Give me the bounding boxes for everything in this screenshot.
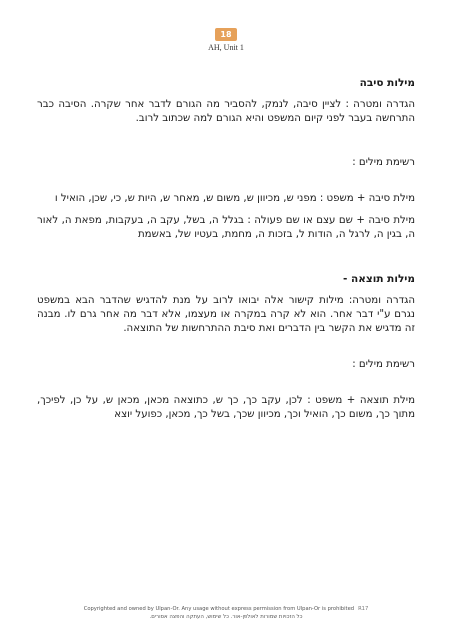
page-number-badge: 18 (215, 28, 237, 41)
cause-noun-words: מילת סיבה + שם עצם או שם פעולה : בגלל ה, בשל, עקב ה, בעקבות, מפאת ה, לאור ה, בגין ה, לרגל ה, הודות ל, בזכות ה, מחמת, בעטיו של, באשמת (37, 215, 415, 240)
cause-words-heading: מילות סיבה (359, 77, 415, 89)
cause-word-list-label: רשימת מילים : (352, 157, 415, 168)
footer-hebrew-notice: כל הזכויות שמורות לאולפן-אור. כל שימוש, העתקה והפצה אסורים. (149, 614, 303, 620)
page-header (0, 22, 452, 52)
result-sentence-words: מילת תוצאה + משפט : לכן, עקב כך, כך ש, כתוצאה מכאן, מכאן ש, על כן, לפיכך, מתוך כך, משום כך, הואיל וכך, מכיוון שכך, בשל כך, מכאן, כפועל יוצא (37, 395, 415, 420)
cause-definition: הגדרה ומטרה : לציין סיבה, לנמק, להסביר מה הגורם לדבר אחר שקרה. הסיבה כבר התרחשה בעבר לפני קיום המשפט והיא הגורם למה שכתוב לרוב. (37, 99, 415, 124)
cause-sentence-words: מילת סיבה + משפט : מפני ש, מכיוון ש, משום ש, מאחר ש, היות ש, כי, שכן, הואיל ו (54, 193, 415, 204)
result-word-list-label: רשימת מילים : (352, 359, 415, 370)
footer-code: R17 (358, 606, 369, 612)
footer-copyright: Copyrighted and owned by Ulpan-Or. Any usage without express permission from Ulpan-Or is prohibited (83, 606, 355, 612)
document-body (37, 76, 415, 422)
page-footer (0, 606, 452, 620)
result-definition: הגדרה ומטרה: מילות קישור אלה יבואו לרוב על מנת להדגיש שהדבר הבא במשפט נגרם ע"י דבר אחר. הוא לא קרה במקרה או מעצמו, אלא דבר מה אחר גרם לו. מבנה זה מדגיש את הקשר בין הדברים ואת סיבת ההתרחשות של התוצאה. (37, 295, 415, 334)
footer-copyright-line (0, 606, 452, 612)
result-words-heading: מילות תוצאה - (343, 273, 415, 285)
unit-label: AH, Unit 1 (208, 43, 244, 52)
